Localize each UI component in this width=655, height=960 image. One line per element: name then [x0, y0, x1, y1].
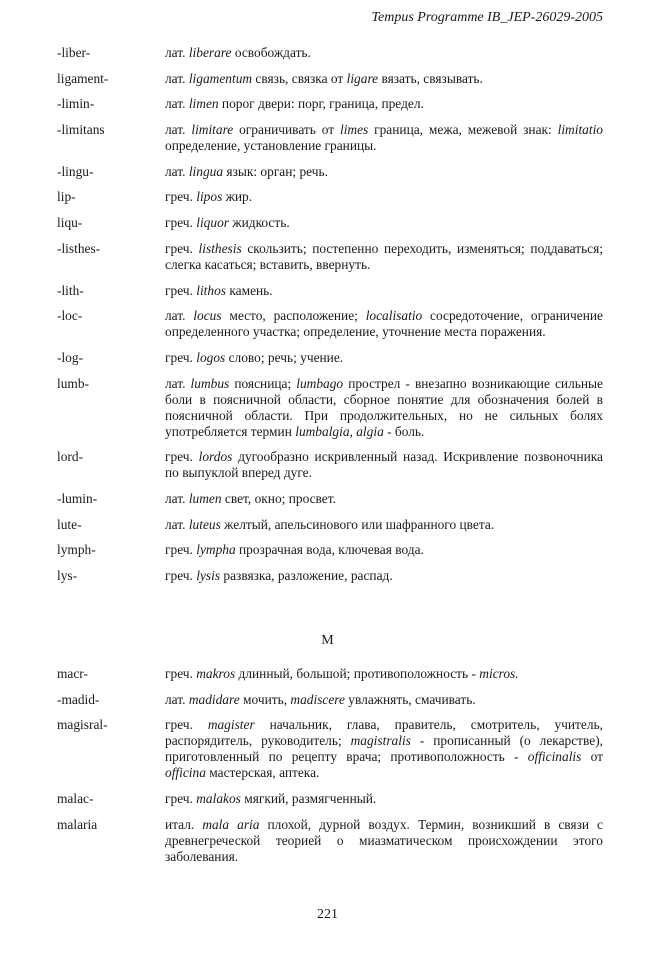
definition-etymon: lithos — [196, 282, 226, 298]
definition-text: лат. — [165, 163, 189, 179]
definition-text: лат. — [165, 96, 189, 112]
glossary-section-l — [53, 45, 603, 594]
definition-text: язык: орган; речь. — [223, 163, 328, 179]
definition-text: от — [581, 749, 603, 765]
definition-etymon: lympha — [196, 542, 236, 558]
definition-etymon: locus — [193, 308, 222, 324]
glossary-entry — [53, 45, 603, 61]
definition-etymon: ligare — [346, 70, 379, 86]
definition-etymon: logos — [196, 349, 226, 365]
definition-text: поясница; — [229, 375, 297, 391]
definition-text: освобождать. — [231, 45, 311, 60]
entry-term: -limitans — [57, 122, 105, 138]
definition-text: лат. — [165, 490, 189, 506]
definition-text: прозрачная вода, ключевая вода. — [235, 542, 424, 558]
definition-text: - прописанный (о лекарстве), приготовленный по рецепту врача; противоположность - — [165, 733, 604, 765]
entry-term: liqu- — [57, 215, 83, 231]
definition-text: сосредоточение, ограничение определенного участка; определение, уточнение места поражения. — [165, 308, 604, 340]
entry-definition — [165, 376, 603, 440]
definition-text: длинный, большой; противоположность - — [235, 666, 480, 681]
definition-text: - боль. — [383, 423, 425, 439]
definition-text: порог двери: порг, граница, предел. — [218, 96, 424, 112]
definition-etymon: lumbago — [296, 375, 344, 391]
entry-term: -listhes- — [57, 240, 101, 256]
definition-text: желтый, апельсинового или шафранного цвета. — [220, 516, 495, 532]
definition-text: греч. — [165, 542, 197, 558]
definition-etymon: magister — [207, 717, 255, 733]
entry-definition — [165, 189, 603, 205]
definition-text: мягкий, размягченный. — [240, 791, 377, 807]
glossary-entry — [53, 817, 603, 865]
definition-text: мастерская, аптека. — [205, 765, 320, 781]
definition-text: лат. — [165, 691, 189, 707]
glossary-entry — [53, 376, 603, 440]
glossary-entry — [53, 542, 603, 558]
entry-definition — [165, 491, 603, 507]
definition-etymon: algia — [356, 423, 384, 439]
definition-etymon: magistralis — [350, 733, 411, 749]
glossary-entry — [53, 164, 603, 180]
glossary-entry — [53, 71, 603, 87]
definition-text: связь, связка от — [252, 70, 347, 86]
glossary-entry — [53, 308, 603, 340]
entry-definition — [165, 449, 603, 481]
entry-definition — [165, 717, 603, 781]
entry-term: -log- — [57, 349, 84, 365]
definition-etymon: micros. — [479, 666, 519, 681]
glossary-entry — [53, 791, 603, 807]
definition-etymon: ligamentum — [188, 70, 253, 86]
definition-text: место, расположение; — [221, 308, 366, 324]
definition-etymon: listhesis — [198, 240, 242, 256]
definition-text: лат. — [165, 122, 192, 138]
definition-etymon: lysis — [196, 568, 221, 583]
entry-definition — [165, 666, 603, 682]
definition-text: развязка, разложение, распад. — [220, 568, 393, 583]
definition-etymon: lingua — [188, 163, 224, 179]
definition-etymon: localisatio — [365, 308, 423, 324]
page-number: 221 — [317, 907, 338, 922]
definition-etymon: malakos — [196, 791, 241, 807]
entry-definition — [165, 122, 603, 154]
definition-etymon: lumen — [188, 490, 222, 506]
definition-text: свет, окно; просвет. — [221, 490, 336, 506]
glossary-entry — [53, 122, 603, 154]
definition-text: мочить, — [239, 691, 291, 707]
definition-text: начальник, глава, правитель, смотритель, учитель, распорядитель, руководитель; — [165, 717, 603, 749]
entry-definition — [165, 96, 603, 112]
entry-term: lumb- — [57, 375, 89, 391]
entry-term: ligament- — [57, 70, 109, 86]
definition-etymon: madiscere — [290, 691, 345, 707]
definition-text: итал. — [165, 816, 203, 832]
entry-term: -lith- — [57, 282, 84, 298]
entry-definition — [165, 164, 603, 180]
glossary-entry — [53, 717, 603, 781]
entry-definition — [165, 542, 603, 558]
glossary-entry — [53, 491, 603, 507]
definition-text: вязать, связывать. — [378, 70, 483, 86]
definition-text: камень. — [226, 282, 273, 298]
definition-text: лат. — [165, 516, 189, 532]
entry-term: lip- — [57, 189, 76, 205]
entry-term: malaria — [57, 816, 98, 832]
entry-definition — [165, 350, 603, 366]
definition-etymon: limen — [188, 96, 219, 112]
definition-etymon: limitatio — [557, 122, 603, 138]
definition-text: жидкость. — [228, 215, 290, 231]
entry-definition — [165, 241, 603, 273]
entry-definition — [165, 568, 603, 584]
entry-term: -loc- — [57, 308, 83, 324]
definition-text: греч. — [165, 717, 208, 733]
entry-term: -lumin- — [57, 490, 98, 506]
definition-etymon: lipos — [196, 189, 223, 205]
glossary-entry — [53, 692, 603, 708]
glossary-entry — [53, 96, 603, 112]
glossary-entry — [53, 241, 603, 273]
glossary-entry — [53, 449, 603, 481]
glossary-entry — [53, 350, 603, 366]
entry-definition — [165, 45, 603, 61]
entry-definition — [165, 283, 603, 299]
definition-etymon: officina — [165, 765, 206, 781]
definition-etymon: mala aria — [202, 816, 260, 832]
definition-text: греч. — [165, 666, 197, 681]
definition-etymon: lumbalgia, — [295, 423, 353, 439]
glossary-entry — [53, 517, 603, 533]
definition-etymon: lordos — [198, 449, 233, 465]
definition-etymon: makros — [196, 666, 236, 681]
definition-text: лат. — [165, 70, 189, 86]
entry-term: lymph- — [57, 542, 96, 558]
definition-text: жир. — [222, 189, 253, 205]
definition-text: греч. — [165, 449, 199, 465]
definition-text: греч. — [165, 215, 197, 231]
definition-text: греч. — [165, 349, 197, 365]
glossary-entry — [53, 215, 603, 231]
definition-etymon: luteus — [188, 516, 221, 532]
definition-text: лат. — [165, 375, 191, 391]
definition-etymon: limes — [339, 122, 369, 138]
entry-definition — [165, 517, 603, 533]
entry-definition — [165, 817, 603, 865]
entry-definition — [165, 71, 603, 87]
definition-etymon: lumbus — [190, 375, 230, 391]
entry-term: -madid- — [57, 691, 100, 707]
definition-text: определение, установление границы. — [165, 138, 377, 154]
entry-term: -limin- — [57, 96, 95, 112]
definition-text: лат. — [165, 308, 194, 324]
definition-text: лат. — [165, 45, 189, 60]
entry-term: -liber- — [57, 45, 91, 60]
definition-etymon: limitare — [191, 122, 234, 138]
entry-definition — [165, 692, 603, 708]
definition-etymon: officinalis — [527, 749, 582, 765]
definition-text: прострел - внезапно возникающие сильные боли в поясничной области, сборное понятие для обозначения болей в поясничной области. При продолжительных, но не сильных болях употребляется термин — [165, 375, 603, 439]
definition-text: дугообразно искривленный назад. Искривление позвоночника по выпуклой вперед дуге. — [165, 449, 603, 481]
definition-etymon: madidare — [188, 691, 240, 707]
definition-text: ограничивать от — [233, 122, 340, 138]
entry-term: malac- — [57, 791, 94, 807]
entry-term: lys- — [57, 568, 78, 583]
entry-term: lord- — [57, 449, 84, 465]
glossary-entry — [53, 283, 603, 299]
definition-text: греч. — [165, 282, 197, 298]
definition-text: скользить; постепенно переходить, изменяться; поддаваться; слегка касаться; вставить, ввернуть. — [165, 240, 603, 272]
definition-text: плохой, дурной воздух. Термин, возникший в связи с древнегреческой теорией о миазматическом происхождении этого заболевания. — [165, 816, 603, 864]
entry-term: magisral- — [57, 717, 108, 733]
definition-text: греч. — [165, 568, 197, 583]
definition-text: слово; речь; учение. — [225, 349, 344, 365]
entry-definition — [165, 308, 603, 340]
entry-term: lute- — [57, 516, 82, 532]
entry-term: -lingu- — [57, 163, 94, 179]
entry-definition — [165, 791, 603, 807]
entry-definition — [165, 215, 603, 231]
section-letter-heading: M — [321, 633, 334, 648]
definition-text: граница, межа, межевой знак: — [368, 122, 558, 138]
entry-term: macr- — [57, 666, 88, 681]
glossary-entry — [53, 189, 603, 205]
running-header: Tempus Programme IB_JEP-26029-2005 — [371, 10, 603, 25]
definition-text: греч. — [165, 791, 197, 807]
definition-etymon: liquor — [196, 215, 229, 231]
glossary-entry — [53, 568, 603, 584]
definition-text: греч. — [165, 189, 197, 205]
glossary-section-m — [53, 666, 603, 874]
glossary-entry — [53, 666, 603, 682]
definition-text: греч. — [165, 240, 199, 256]
definition-etymon: liberare — [188, 45, 232, 60]
definition-text: увлажнять, смачивать. — [344, 691, 476, 707]
